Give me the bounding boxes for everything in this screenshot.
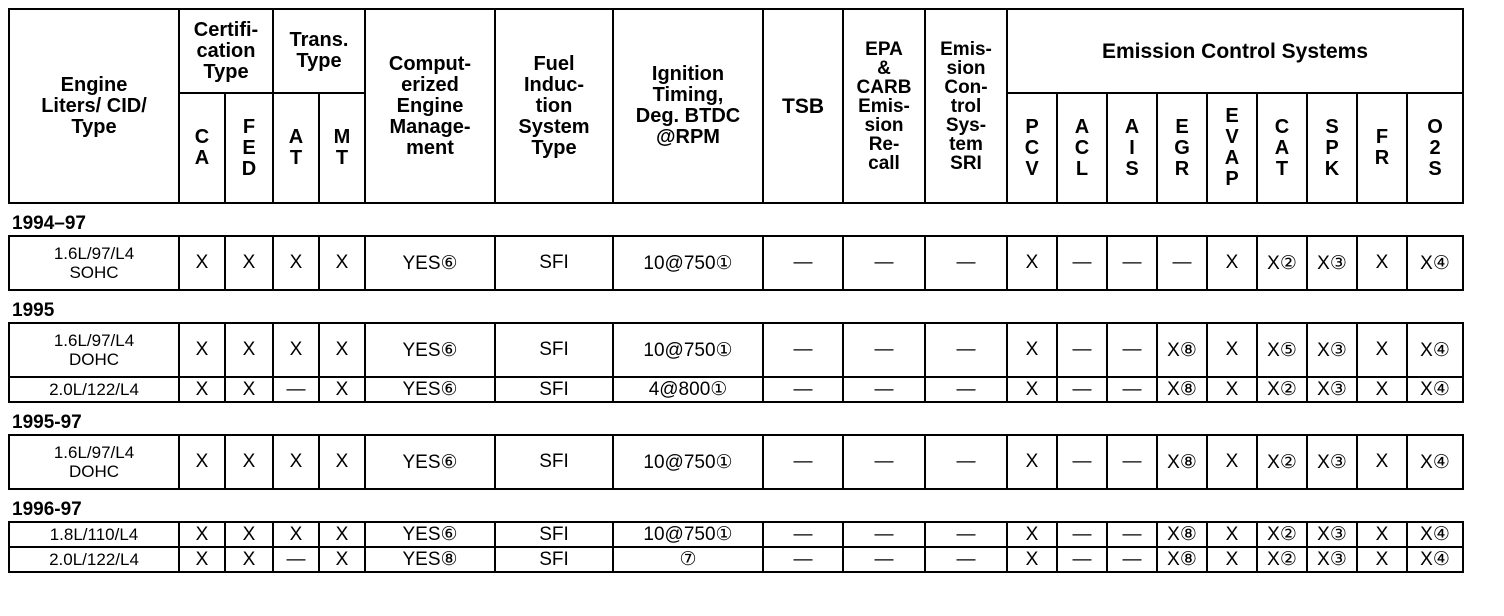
table-cell: — xyxy=(1057,323,1107,377)
header-at xyxy=(273,93,319,203)
table-cell: X③ xyxy=(1307,377,1357,402)
table-cell: — xyxy=(1107,547,1157,572)
header-letter: A xyxy=(1074,115,1090,138)
table-cell: X③ xyxy=(1307,236,1357,290)
table-cell: — xyxy=(843,377,925,402)
table-cell: — xyxy=(1157,236,1207,290)
table-cell: X xyxy=(225,435,273,489)
table-cell: X xyxy=(1357,522,1407,547)
header-pcv xyxy=(1007,93,1057,203)
table-cell: — xyxy=(273,377,319,402)
table-cell: — xyxy=(1107,323,1157,377)
table-cell: X xyxy=(225,377,273,402)
table-cell: X xyxy=(319,236,365,290)
header-line: System xyxy=(518,115,590,138)
header-computerized-engine-management xyxy=(365,9,495,203)
header-line: Manage- xyxy=(389,115,471,138)
header-line: cation xyxy=(196,39,256,62)
engine-line: DOHC xyxy=(68,350,120,369)
engine-line: SOHC xyxy=(69,263,119,282)
table-cell: X xyxy=(319,377,365,402)
engine-line: 1.6L/97/L4 xyxy=(53,244,135,263)
header-trans-type xyxy=(273,9,365,93)
header-letter: P xyxy=(1325,136,1339,159)
table-cell: X xyxy=(225,547,273,572)
table-cell: X⑧ xyxy=(1157,547,1207,572)
table-cell: — xyxy=(763,522,843,547)
table-cell: X⑧ xyxy=(1157,377,1207,402)
table-cell: X xyxy=(1357,435,1407,489)
header-letter: R xyxy=(1374,147,1390,169)
header-letter: G xyxy=(1174,136,1190,159)
header-line: Emis- xyxy=(858,95,910,117)
year-group-row xyxy=(9,290,1463,323)
table-cell: — xyxy=(925,323,1007,377)
table-cell: X xyxy=(273,435,319,489)
header-line: SRI xyxy=(950,152,982,174)
header-acl xyxy=(1057,93,1107,203)
table-cell: — xyxy=(925,435,1007,489)
year-label: 1996-97 xyxy=(9,489,1463,522)
table-cell: YES⑧ xyxy=(365,547,495,572)
header-letter: L xyxy=(1075,157,1089,180)
table-cell: X xyxy=(1007,522,1057,547)
table-cell: X④ xyxy=(1407,435,1463,489)
header-letter: S xyxy=(1428,157,1442,180)
table-cell: — xyxy=(1057,236,1107,290)
header-spk xyxy=(1307,93,1357,203)
header-letter: A xyxy=(288,126,304,148)
year-label: 1995 xyxy=(9,290,1463,323)
table-cell: X③ xyxy=(1307,323,1357,377)
table-cell: 10@750① xyxy=(613,435,763,489)
table-row xyxy=(9,377,1463,402)
header-o2s xyxy=(1407,93,1463,203)
table-cell: — xyxy=(763,377,843,402)
header-line: Deg. BTDC xyxy=(635,105,741,127)
header-letter: A xyxy=(1124,115,1140,138)
table-row xyxy=(9,547,1463,572)
table-cell: — xyxy=(763,435,843,489)
header-letter: F xyxy=(1375,126,1389,148)
engine-line: 2.0L/122/L4 xyxy=(49,380,139,399)
header-line: trol xyxy=(950,95,982,117)
table-cell: X xyxy=(1007,236,1057,290)
table-cell: X② xyxy=(1257,547,1307,572)
table-cell: — xyxy=(1107,377,1157,402)
table-cell: X xyxy=(1007,323,1057,377)
table-cell: SFI xyxy=(495,435,613,489)
header-letter: K xyxy=(1324,157,1340,180)
table-cell: X④ xyxy=(1407,236,1463,290)
table-cell: X xyxy=(319,323,365,377)
header-line: erized xyxy=(401,73,459,96)
table-cell: X xyxy=(225,236,273,290)
header-tsb: TSB xyxy=(763,9,843,203)
table-cell: X xyxy=(225,522,273,547)
header-letter: E xyxy=(1175,115,1189,138)
table-cell: — xyxy=(763,547,843,572)
header-engine-line: Engine xyxy=(60,73,128,96)
table-cell: X⑤ xyxy=(1257,323,1307,377)
header-ignition-timing xyxy=(613,9,763,203)
header-letter: C xyxy=(1024,136,1040,159)
table-cell: — xyxy=(1057,435,1107,489)
header-letter: F xyxy=(242,115,256,138)
table-cell: — xyxy=(843,547,925,572)
table-cell: X xyxy=(1207,377,1257,402)
table-cell: YES⑥ xyxy=(365,522,495,547)
header-line: Fuel xyxy=(533,52,575,75)
header-line: Trans. xyxy=(289,29,349,51)
table-cell: — xyxy=(763,323,843,377)
header-line: ment xyxy=(406,136,454,159)
table-cell: 10@750① xyxy=(613,236,763,290)
table-cell: SFI xyxy=(495,547,613,572)
table-cell: X xyxy=(1007,377,1057,402)
header-fr xyxy=(1357,93,1407,203)
header-line: sion xyxy=(946,57,986,79)
table-cell: SFI xyxy=(495,323,613,377)
header-line: Induc- xyxy=(524,73,584,96)
table-cell: — xyxy=(925,522,1007,547)
table-cell: X xyxy=(1357,236,1407,290)
header-line: CARB xyxy=(856,76,912,98)
engine-line: 1.8L/110/L4 xyxy=(49,525,139,544)
table-cell: — xyxy=(843,236,925,290)
header-line: Type xyxy=(296,50,342,72)
table-cell: X xyxy=(179,377,225,402)
header-line: Type xyxy=(203,60,249,83)
table-cell: — xyxy=(1057,377,1107,402)
header-line: Re- xyxy=(868,133,900,155)
header-letter: T xyxy=(289,147,303,169)
header-line: Type xyxy=(531,136,577,159)
header-mt xyxy=(319,93,365,203)
header-engine xyxy=(9,9,179,203)
header-letter: A xyxy=(194,147,210,169)
table-cell: — xyxy=(1107,522,1157,547)
table-cell: X xyxy=(179,522,225,547)
table-cell: X xyxy=(319,547,365,572)
table-cell: — xyxy=(925,547,1007,572)
header-fuel-induction xyxy=(495,9,613,203)
header-letter: A xyxy=(1274,136,1290,159)
table-cell: X③ xyxy=(1307,435,1357,489)
table-row xyxy=(9,236,1463,290)
table-body xyxy=(9,203,1463,572)
table-cell: — xyxy=(843,323,925,377)
year-group-row xyxy=(9,203,1463,236)
engine-cell xyxy=(9,435,179,489)
table-cell: X xyxy=(1207,547,1257,572)
table-cell: YES⑥ xyxy=(365,435,495,489)
table-cell: X xyxy=(225,323,273,377)
table-cell: X xyxy=(179,323,225,377)
engine-line: 1.6L/97/L4 xyxy=(53,443,135,462)
table-cell: — xyxy=(1057,522,1107,547)
year-group-row xyxy=(9,489,1463,522)
table-cell: X xyxy=(273,522,319,547)
header-line: tion xyxy=(535,94,573,117)
header-letter: T xyxy=(1275,157,1289,180)
header-line: Emis- xyxy=(940,38,992,60)
header-egr xyxy=(1157,93,1207,203)
table-cell: X⑧ xyxy=(1157,323,1207,377)
table-cell: X③ xyxy=(1307,547,1357,572)
table-cell: X② xyxy=(1257,522,1307,547)
engine-line: 2.0L/122/L4 xyxy=(49,550,139,569)
table-cell: X xyxy=(1357,323,1407,377)
table-row xyxy=(9,435,1463,489)
header-certification-type xyxy=(179,9,273,93)
header-letter: C xyxy=(1074,136,1090,159)
header-letter: V xyxy=(1025,157,1039,180)
table-cell: SFI xyxy=(495,236,613,290)
table-cell: — xyxy=(1107,435,1157,489)
header-line: EPA xyxy=(865,38,903,60)
header-line: Certifi- xyxy=(193,18,259,41)
table-cell: — xyxy=(763,236,843,290)
table-cell: — xyxy=(843,522,925,547)
header-evap xyxy=(1207,93,1257,203)
table-cell: X② xyxy=(1257,236,1307,290)
header-line: Engine xyxy=(396,94,464,117)
header-engine-line: Type xyxy=(71,115,117,138)
table-cell: X⑧ xyxy=(1157,522,1207,547)
table-cell: ⑦ xyxy=(613,547,763,572)
header-letter: C xyxy=(1274,115,1290,138)
header-letter: R xyxy=(1174,157,1190,180)
header-letter: D xyxy=(241,157,257,180)
header-line: call xyxy=(868,152,900,174)
table-row xyxy=(9,522,1463,547)
header-letter: O xyxy=(1427,115,1443,138)
table-cell: YES⑥ xyxy=(365,323,495,377)
table-cell: X xyxy=(1207,435,1257,489)
engine-line: DOHC xyxy=(68,462,120,481)
header-letter: I xyxy=(1129,136,1135,159)
table-cell: YES⑥ xyxy=(365,236,495,290)
table-cell: — xyxy=(1057,547,1107,572)
table-cell: X xyxy=(319,522,365,547)
header-letter: P xyxy=(1225,168,1239,190)
engine-line: 1.6L/97/L4 xyxy=(53,331,135,350)
header-emission-control-systems: Emission Control Systems xyxy=(1007,9,1463,93)
table-cell: — xyxy=(925,377,1007,402)
header-ca xyxy=(179,93,225,203)
header-fed xyxy=(225,93,273,203)
year-label: 1995-97 xyxy=(9,402,1463,435)
table-cell: X④ xyxy=(1407,522,1463,547)
header-line: Comput- xyxy=(388,52,472,75)
table-cell: SFI xyxy=(495,522,613,547)
engine-cell xyxy=(9,236,179,290)
header-letter: P xyxy=(1025,115,1039,138)
header-line: tem xyxy=(949,133,983,155)
table-cell: 4@800① xyxy=(613,377,763,402)
table-cell: X④ xyxy=(1407,377,1463,402)
header-engine-line: Liters/ CID/ xyxy=(41,94,147,117)
header-ais xyxy=(1107,93,1157,203)
header-letter: 2 xyxy=(1429,136,1441,159)
table-cell: X xyxy=(179,236,225,290)
engine-cell xyxy=(9,547,179,572)
header-letter: C xyxy=(194,126,210,148)
engine-cell xyxy=(9,377,179,402)
table-cell: X xyxy=(1357,547,1407,572)
table-cell: X xyxy=(273,323,319,377)
table-cell: 10@750① xyxy=(613,522,763,547)
table-cell: — xyxy=(1107,236,1157,290)
header-line: Sys- xyxy=(945,114,987,136)
header-letter: M xyxy=(333,126,351,148)
header-cat xyxy=(1257,93,1307,203)
table-cell: X xyxy=(273,236,319,290)
table-cell: X xyxy=(179,547,225,572)
header-line: Con- xyxy=(944,76,988,98)
emission-spec-table xyxy=(8,8,1464,573)
year-group-row xyxy=(9,402,1463,435)
header-line: Timing, xyxy=(652,84,724,106)
header-letter: S xyxy=(1125,157,1139,180)
table-cell: X xyxy=(1007,547,1057,572)
table-cell: X③ xyxy=(1307,522,1357,547)
header-line: Ignition xyxy=(651,63,725,85)
table-cell: X② xyxy=(1257,377,1307,402)
header-letter: T xyxy=(335,147,349,169)
table-cell: YES⑥ xyxy=(365,377,495,402)
table-cell: 10@750① xyxy=(613,323,763,377)
table-cell: — xyxy=(925,236,1007,290)
header-emission-control-sri xyxy=(925,9,1007,203)
table-cell: X xyxy=(319,435,365,489)
table-cell: SFI xyxy=(495,377,613,402)
table-cell: X xyxy=(1357,377,1407,402)
table-cell: X xyxy=(1207,236,1257,290)
header-line: @RPM xyxy=(656,126,720,148)
table-cell: X xyxy=(1207,522,1257,547)
table-cell: X⑧ xyxy=(1157,435,1207,489)
header-line: & xyxy=(877,57,891,79)
table-cell: X④ xyxy=(1407,323,1463,377)
year-label: 1994–97 xyxy=(9,203,1463,236)
header-letter: E xyxy=(242,136,256,159)
table-row xyxy=(9,323,1463,377)
header-letter: E xyxy=(1225,105,1239,127)
table-cell: X xyxy=(179,435,225,489)
header-letter: A xyxy=(1224,147,1240,169)
engine-cell xyxy=(9,323,179,377)
header-line: sion xyxy=(864,114,904,136)
table-cell: — xyxy=(843,435,925,489)
table-cell: X④ xyxy=(1407,547,1463,572)
header-letter: V xyxy=(1225,126,1239,148)
table-cell: X xyxy=(1207,323,1257,377)
table-cell: X xyxy=(1007,435,1057,489)
header-epa-carb-recall xyxy=(843,9,925,203)
table-cell: — xyxy=(273,547,319,572)
table-cell: X② xyxy=(1257,435,1307,489)
engine-cell xyxy=(9,522,179,547)
header-letter: S xyxy=(1325,115,1339,138)
